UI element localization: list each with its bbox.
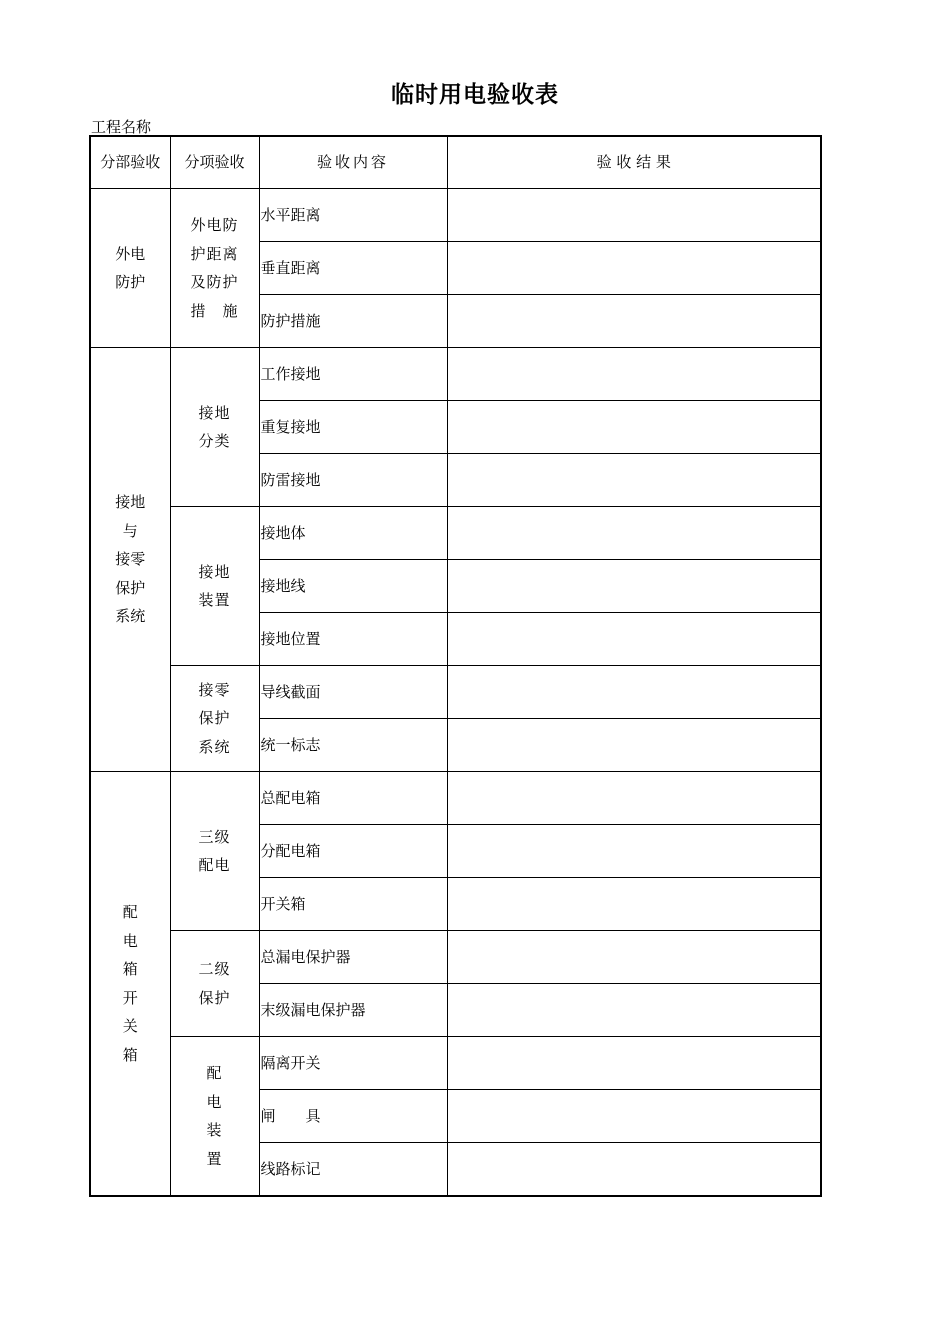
acceptance-table	[89, 135, 822, 1197]
content-cell: 开关箱	[259, 878, 447, 931]
result-cell[interactable]	[447, 984, 821, 1037]
dept-label-line: 保护	[115, 578, 146, 597]
dept-label-line: 电	[122, 931, 138, 950]
item-label-line: 接零	[198, 680, 231, 699]
content-cell: 统一标志	[259, 719, 447, 772]
item-label-line: 接地	[198, 403, 231, 422]
content-cell: 线路标记	[259, 1143, 447, 1197]
item-cell	[170, 189, 259, 348]
item-label-line: 接地	[198, 562, 231, 581]
result-cell[interactable]	[447, 613, 821, 666]
content-cell: 接地体	[259, 507, 447, 560]
result-cell[interactable]	[447, 666, 821, 719]
result-cell[interactable]	[447, 560, 821, 613]
content-cell: 末级漏电保护器	[259, 984, 447, 1037]
page-title: 临时用电验收表	[391, 82, 559, 108]
result-cell[interactable]	[447, 878, 821, 931]
dept-label-line: 与	[122, 521, 138, 540]
result-cell[interactable]	[447, 772, 821, 825]
result-cell[interactable]	[447, 1090, 821, 1143]
result-cell[interactable]	[447, 242, 821, 295]
item-label-line: 保护	[198, 709, 231, 728]
item-label-line: 装	[206, 1121, 223, 1139]
header-dept: 分部验收	[90, 136, 170, 189]
content-cell: 垂直距离	[259, 242, 447, 295]
dept-label-line: 关	[122, 1017, 138, 1035]
item-label-line: 电	[206, 1092, 223, 1111]
content-cell: 接地线	[259, 560, 447, 613]
table-row	[90, 348, 821, 401]
content-cell: 防雷接地	[259, 454, 447, 507]
result-cell[interactable]	[447, 401, 821, 454]
result-cell[interactable]	[447, 507, 821, 560]
table-row	[90, 189, 821, 242]
result-cell[interactable]	[447, 348, 821, 401]
content-cell: 重复接地	[259, 401, 447, 454]
table-row	[90, 931, 821, 984]
item-cell	[170, 1037, 259, 1197]
content-cell: 防护措施	[259, 295, 447, 348]
result-cell[interactable]	[447, 931, 821, 984]
table-row	[90, 772, 821, 825]
table-row	[90, 507, 821, 560]
dept-cell	[90, 772, 170, 1197]
dept-label-line: 系统	[115, 607, 146, 626]
dept-label-line: 箱	[122, 960, 138, 978]
result-cell[interactable]	[447, 189, 821, 242]
content-cell: 接地位置	[259, 613, 447, 666]
result-cell[interactable]	[447, 454, 821, 507]
content-cell: 总配电箱	[259, 772, 447, 825]
table-row	[90, 1037, 821, 1090]
content-cell: 闸 具	[259, 1090, 447, 1143]
item-cell	[170, 348, 259, 507]
content-cell: 分配电箱	[259, 825, 447, 878]
dept-label-line: 配	[122, 903, 138, 921]
result-cell[interactable]	[447, 1037, 821, 1090]
item-cell	[170, 772, 259, 931]
item-label-line: 分类	[198, 432, 231, 450]
item-label-line: 及防护	[190, 273, 239, 291]
dept-label-line: 防护	[115, 273, 146, 291]
content-cell: 隔离开关	[259, 1037, 447, 1090]
item-cell	[170, 931, 259, 1037]
table-row	[90, 666, 821, 719]
header-item: 分项验收	[170, 136, 259, 189]
dept-label-line: 接地	[115, 493, 146, 512]
item-cell	[170, 507, 259, 666]
project-name-label: 工程名称	[91, 118, 152, 136]
item-label-line: 装置	[198, 591, 231, 609]
dept-label-line: 外电	[115, 244, 146, 263]
dept-label-line: 接零	[115, 550, 146, 569]
item-label-line: 系统	[198, 737, 231, 756]
item-label-line: 置	[206, 1149, 223, 1168]
content-cell: 工作接地	[259, 348, 447, 401]
header-result: 验 收 结 果	[447, 136, 821, 189]
item-label-line: 配电	[198, 856, 231, 874]
content-cell: 水平距离	[259, 189, 447, 242]
result-cell[interactable]	[447, 719, 821, 772]
item-label-line: 保护	[198, 988, 231, 1007]
result-cell[interactable]	[447, 1143, 821, 1197]
item-label-line: 三级	[198, 827, 231, 846]
content-cell: 总漏电保护器	[259, 931, 447, 984]
item-label-line: 配	[206, 1064, 223, 1082]
header-content: 验收内容	[259, 136, 447, 189]
item-label-line: 二级	[198, 960, 231, 978]
dept-cell	[90, 348, 170, 772]
item-cell	[170, 666, 259, 772]
item-label-line: 护距离	[190, 244, 239, 263]
content-cell: 导线截面	[259, 666, 447, 719]
item-label-line: 措 施	[190, 301, 239, 320]
item-label-line: 外电防	[190, 216, 239, 234]
header-row	[90, 136, 821, 189]
dept-cell	[90, 189, 170, 348]
result-cell[interactable]	[447, 825, 821, 878]
dept-label-line: 开	[122, 988, 138, 1007]
dept-label-line: 箱	[122, 1045, 138, 1064]
result-cell[interactable]	[447, 295, 821, 348]
